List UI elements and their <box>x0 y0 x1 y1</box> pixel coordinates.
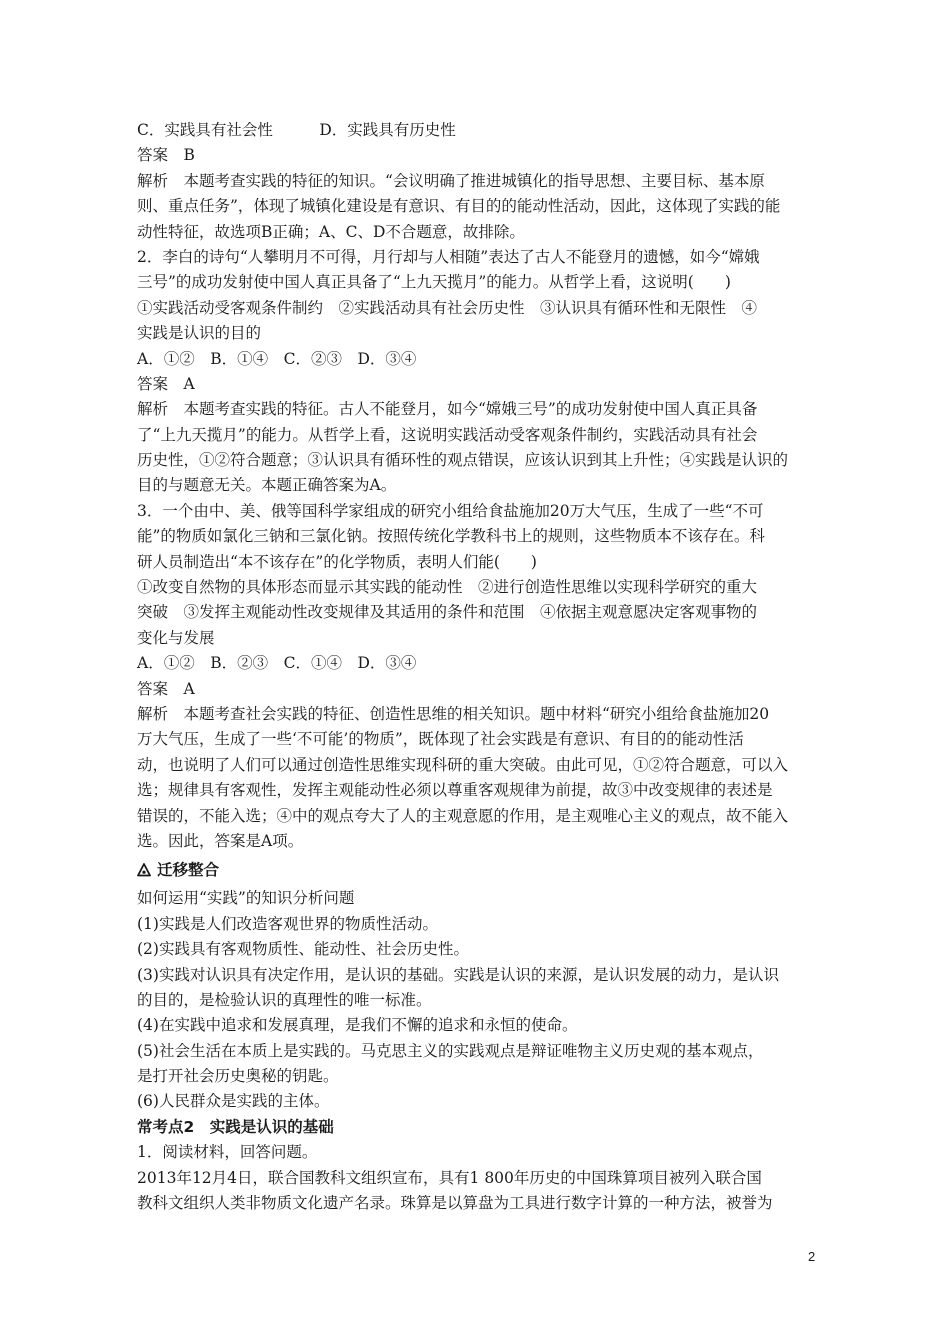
text-line: 三号”的成功发射使中国人真正具备了“上九天揽月”的能力。从哲学上看，这说明( ) <box>137 273 731 292</box>
text-line: 突破 ③发挥主观能动性改变规律及其适用的条件和范围 ④依据主观意愿决定客观事物的 <box>137 603 758 622</box>
text-line: 解析 本题考查实践的特征的知识。“会议明确了推进城镇化的指导思想、主要目标、基本原 <box>137 171 765 190</box>
text-line: 则、重点任务”，体现了城镇化建设是有意识、有目的的能动性活动，因此，这体现了实践的能 <box>137 197 781 216</box>
text-line: 的目的，是检验认识的真理性的唯一标准。 <box>137 990 432 1009</box>
heading-kaodian-2: 常考点2 实践是认识的基础 <box>137 1117 334 1136</box>
text-line: 动，也说明了人们可以通过创造性思维实现科研的重大突破。由此可见，①②符合题意，可以入 <box>137 755 789 774</box>
text-line: 解析 本题考查实践的特征。古人不能登月，如今“嫦娥三号”的成功发射使中国人真正具备 <box>137 400 758 419</box>
text-line: C．实践具有社会性 D．实践具有历史性 <box>137 121 456 139</box>
text-line: 错误的，不能入选；④中的观点夸大了人的主观意愿的作用，是主观唯心主义的观点，故不能入 <box>137 806 789 825</box>
section-heading <box>137 854 817 886</box>
text-line: 研人员制造出“本不该存在”的化学物质，表明人们能( ) <box>137 552 537 571</box>
text-line: 目的与题意无关。本题正确答案为A。 <box>137 476 397 495</box>
text-line: 了“上九天揽月”的能力。从哲学上看，这说明实践活动受客观条件制约，实践活动具有社会 <box>137 425 758 444</box>
text-line: 2013年12月4日，联合国教科文组织宣布，具有1 800年历史的中国珠算项目被列入联合国 <box>137 1168 762 1187</box>
text-line: (4)在实践中追求和发展真理，是我们不懈的追求和永恒的使命。 <box>137 1016 578 1035</box>
text-line: 答案 A <box>137 374 195 393</box>
triangle-warning-icon <box>137 863 151 877</box>
text-line: (1)实践是人们改造客观世界的物质性活动。 <box>137 914 438 933</box>
text-line: (3)实践对认识具有决定作用，是认识的基础。实践是认识的来源，是认识发展的动力，是认识 <box>137 965 779 984</box>
text-block-3 <box>137 1140 817 1216</box>
text-line: (2)实践具有客观物质性、能动性、社会历史性。 <box>137 940 469 959</box>
text-line: 动性特征，故选项B正确；A、C、D不合题意，故排除。 <box>137 222 525 241</box>
text-line: 选。因此，答案是A项。 <box>137 831 304 850</box>
text-line: 教科文组织人类非物质文化遗产名录。珠算是以算盘为工具进行数字计算的一种方法，被誉为 <box>137 1194 773 1213</box>
text-line: 答案 B <box>137 146 195 165</box>
page-number: 2 <box>808 1249 816 1264</box>
text-line: (6)人民群众是实践的主体。 <box>137 1092 330 1111</box>
text-line: 万大气压，生成了一些‘不可能’的物质”，既体现了社会实践是有意识、有目的的能动性活 <box>137 730 744 749</box>
text-block-1 <box>137 118 817 854</box>
text-line: 选；规律具有客观性，发挥主观能动性必须以尊重客观规律为前提，故③中改变规律的表述是 <box>137 781 773 800</box>
text-line: 答案 A <box>137 679 195 698</box>
text-line: 变化与发展 <box>137 628 215 647</box>
text-line: ①改变自然物的具体形态而显示其实践的能动性 ②进行创造性思维以实现科学研究的重大 <box>137 578 758 597</box>
text-line: 实践是认识的目的 <box>137 324 262 343</box>
text-block-2 <box>137 886 817 1115</box>
page-body <box>137 118 817 1216</box>
text-line: 能”的物质如氯化三钠和三氯化钠。按照传统化学教科书上的规则，这些物质本不该存在。科 <box>137 527 765 546</box>
text-line: 是打开社会历史奥秘的钥匙。 <box>137 1067 339 1086</box>
text-line: A．①② B．①④ C．②③ D．③④ <box>137 349 417 368</box>
text-line: 解析 本题考查社会实践的特征、创造性思维的相关知识。题中材料“研究小组给食盐施加20 <box>137 704 770 723</box>
text-line: 历史性，①②符合题意；③认识具有循环性的观点错误，应该认识到其上升性；④实践是认识的 <box>137 451 789 470</box>
text-line: ①实践活动受客观条件制约 ②实践活动具有社会历史性 ③认识具有循环性和无限性 ④ <box>137 298 758 317</box>
text-line: 1．阅读材料，回答问题。 <box>137 1143 318 1162</box>
text-line: 3．一个由中、美、俄等国科学家组成的研究小组给食盐施加20万大气压，生成了一些“不可 <box>137 501 764 520</box>
text-line: A．①② B．②③ C．①④ D．③④ <box>137 654 417 673</box>
text-line: 2．李白的诗句“人攀明月不可得，月行却与人相随”表达了古人不能登月的遗憾，如今“嫦娥 <box>137 247 760 266</box>
text-line: (5)社会生活在本质上是实践的。马克思主义的实践观点是辩证唯物主义历史观的基本观点， <box>137 1041 764 1060</box>
section-title: 迁移整合 <box>157 860 220 879</box>
text-line: 如何运用“实践”的知识分析问题 <box>137 889 355 908</box>
